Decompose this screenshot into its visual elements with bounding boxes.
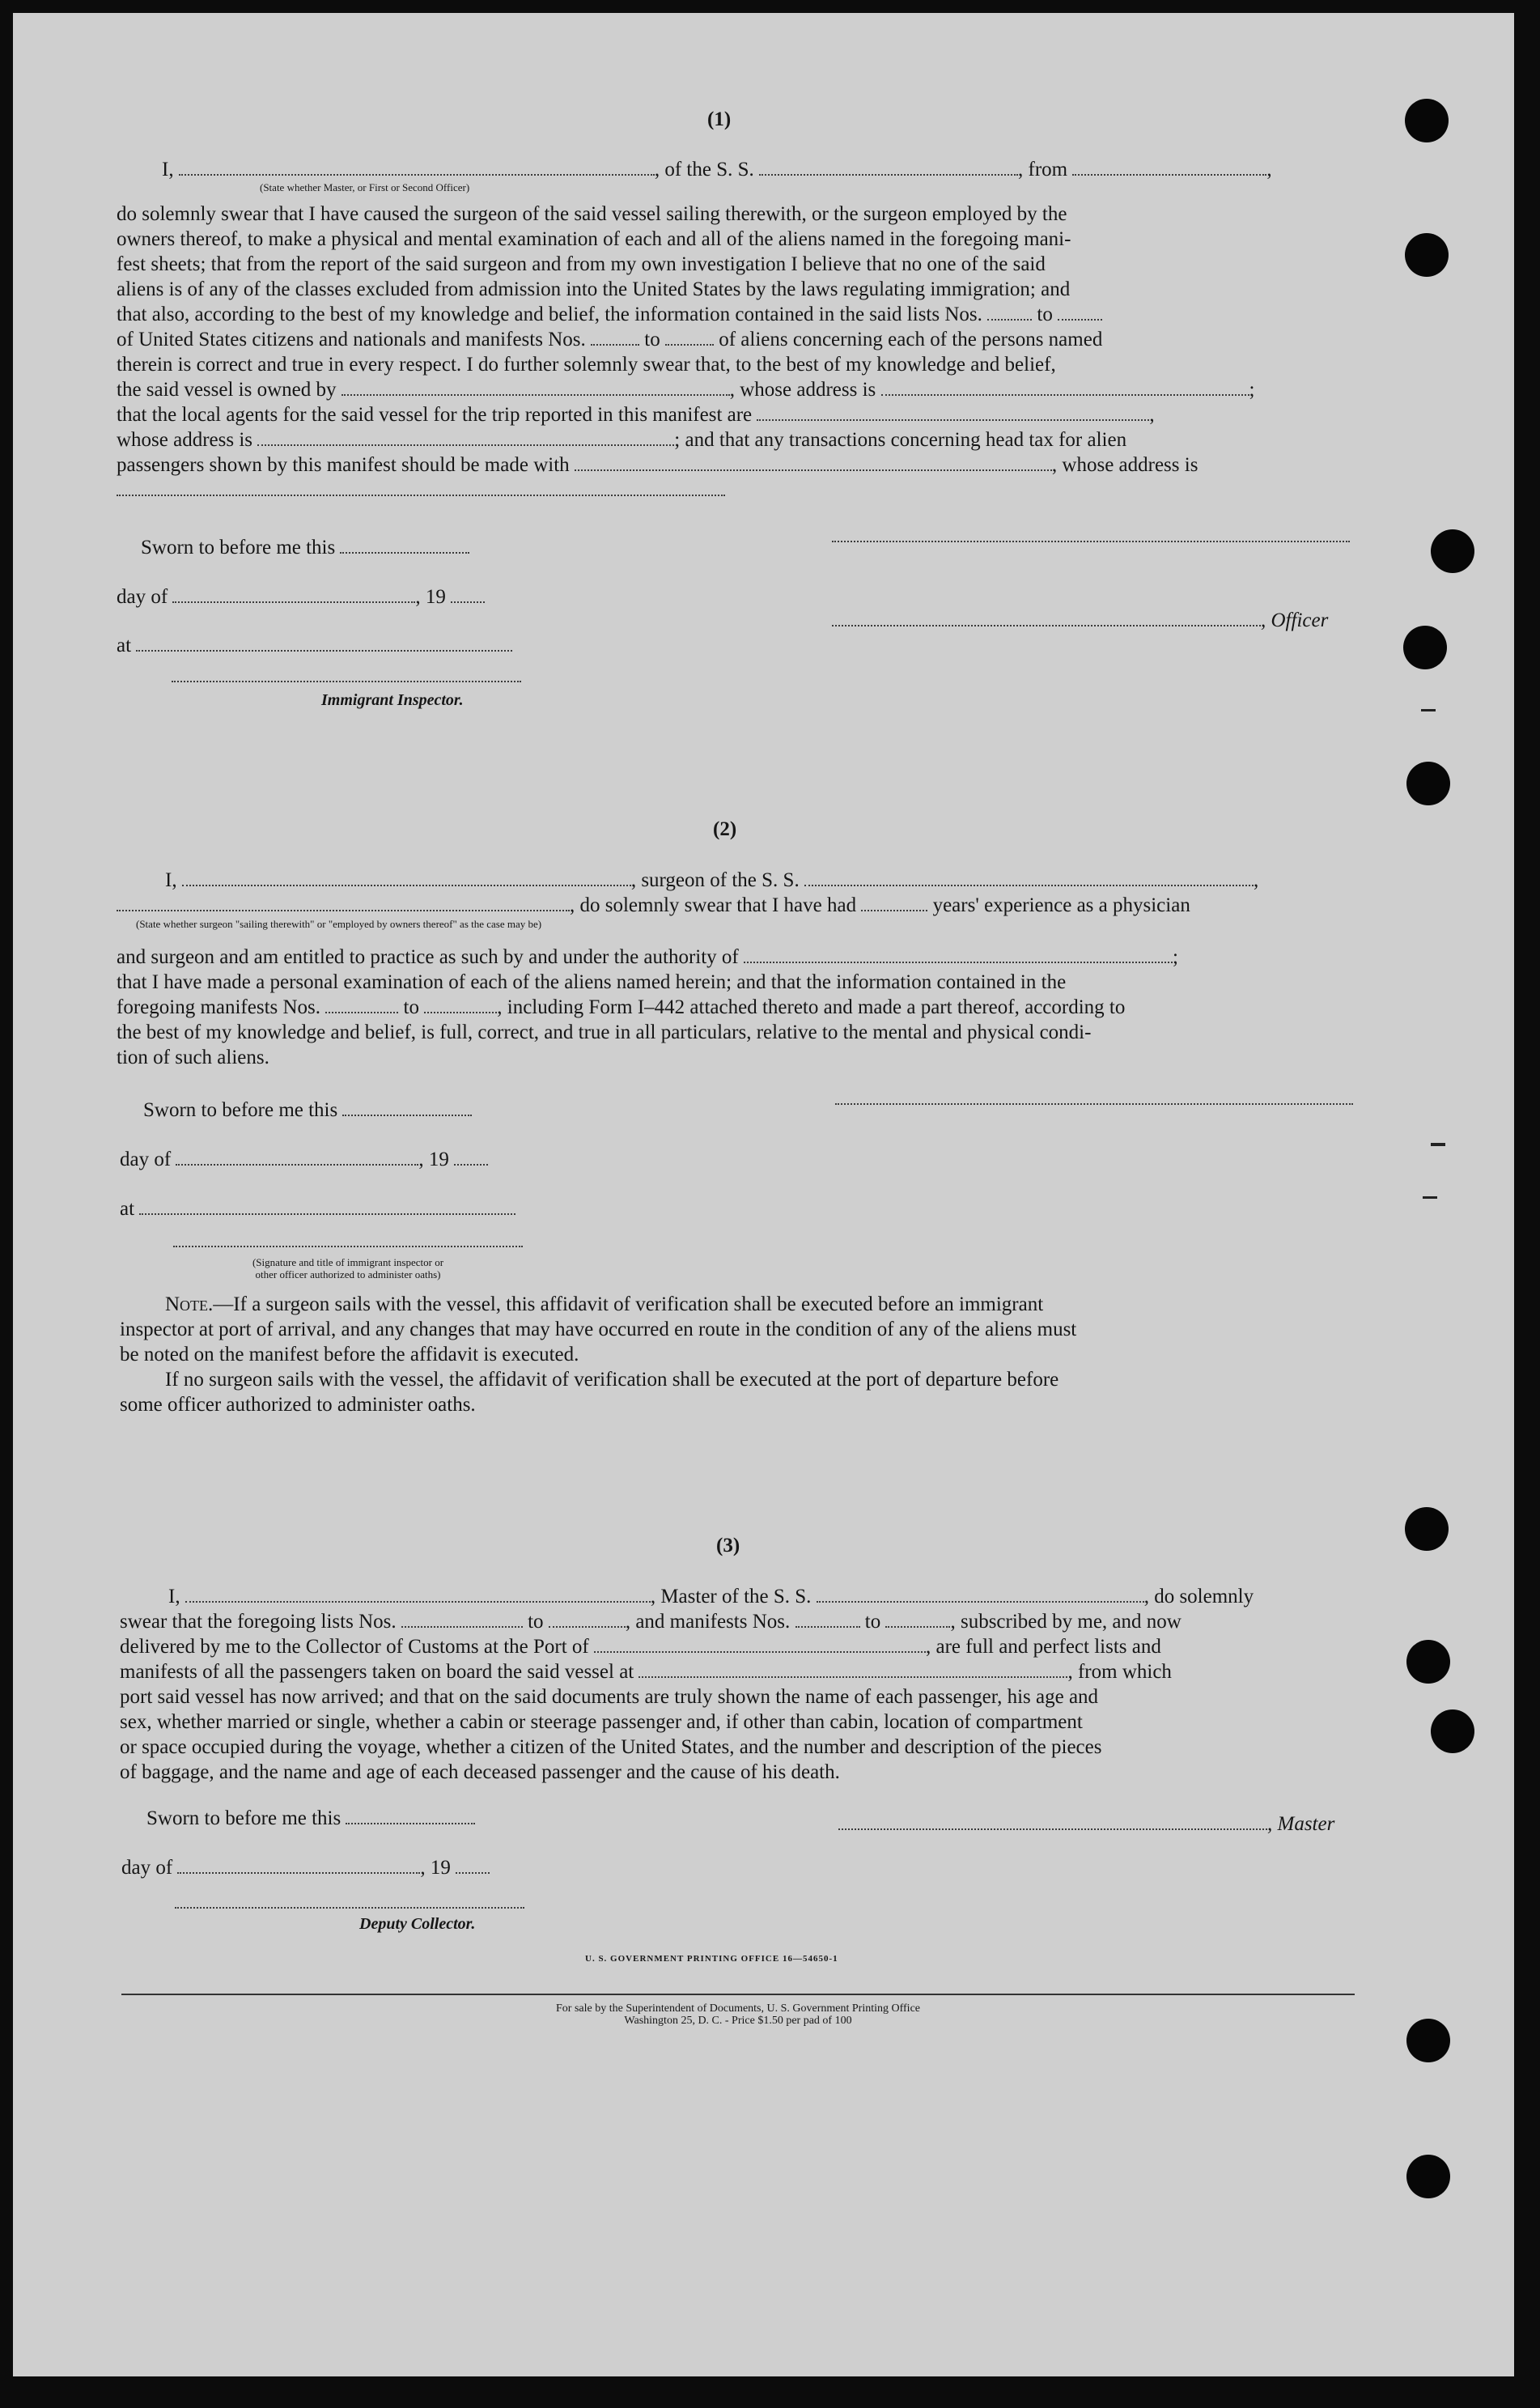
s1-comma: , <box>1266 159 1272 180</box>
s3-day-of-label: day of <box>121 1857 173 1879</box>
s1-text-line <box>117 402 1351 427</box>
s1-sworn-label: Sworn to before me this <box>141 537 336 558</box>
s1-list-from-field[interactable] <box>987 304 1032 321</box>
s3-line-1 <box>168 1584 1254 1609</box>
s1-l8a: the said vessel is owned by <box>117 379 337 401</box>
punch-hole <box>1405 233 1449 277</box>
s3-manifest-from-field[interactable] <box>795 1612 860 1628</box>
s2-sworn <box>143 1098 472 1123</box>
section-1-number: (1) <box>707 108 732 130</box>
s2-text-line: the best of my knowledge and belief, is full, correct, and true in all particulars, relative to the mental and physical condi- <box>117 1021 1092 1043</box>
gpo-imprint: U. S. GOVERNMENT PRINTING OFFICE 16—54650-1 <box>585 1954 838 1964</box>
s2-l5b: to <box>403 996 419 1018</box>
s3-l2e: , subscribed by me, and now <box>950 1611 1182 1633</box>
s2-month-field[interactable] <box>176 1149 418 1166</box>
punch-hole <box>1406 1640 1450 1684</box>
s1-text-line <box>117 452 1351 478</box>
punch-hole <box>1431 1709 1474 1753</box>
s1-from: , from <box>1018 159 1068 180</box>
s1-manifest-from-field[interactable] <box>591 329 639 346</box>
s1-text-line: owners thereof, to make a physical and mental examination of each and all of the aliens named in the foregoing mani- <box>117 228 1071 250</box>
s3-l3a: delivered by me to the Collector of Customs at the Port of <box>120 1636 589 1658</box>
s2-note-label: Note. <box>165 1293 214 1315</box>
s3-master-label: , Master <box>1267 1813 1335 1835</box>
s2-official-signature-line[interactable] <box>173 1246 523 1247</box>
s1-l10b: ; and that any transactions concerning head tax for alien <box>674 429 1127 451</box>
s2-manifest-from-field[interactable] <box>325 997 398 1013</box>
s1-inspector-label: Immigrant Inspector. <box>321 691 464 709</box>
s3-year-field[interactable] <box>456 1858 490 1874</box>
s1-text-line: aliens is of any of the classes excluded from admission into the United States by the laws regulating immigration; and <box>117 278 1071 300</box>
s1-l5b: to <box>1037 304 1053 325</box>
s1-l10a: whose address is <box>117 429 253 451</box>
s3-list-to-field[interactable] <box>549 1612 626 1628</box>
s3-text-line: or space occupied during the voyage, whether a citizen of the United States, and the number and description of the pieces <box>120 1736 1102 1758</box>
s1-text-line: therein is correct and true in every respect. I do further solemnly swear that, to the best of my knowledge and belief, <box>117 354 1056 376</box>
punch-hole <box>1431 529 1474 573</box>
s2-year-label: , 19 <box>418 1149 449 1170</box>
s2-signature-note <box>173 1256 523 1280</box>
s1-text-line <box>117 327 1351 352</box>
s2-text-line <box>117 995 1355 1020</box>
s1-list-to-field[interactable] <box>1058 304 1102 321</box>
s3-l4a: manifests of all the passengers taken on board the said vessel at <box>120 1661 634 1683</box>
footer-rule <box>121 1994 1355 1995</box>
s1-head-tax-field[interactable] <box>575 455 1052 471</box>
s2-paragraph <box>117 945 1355 1070</box>
s1-text-line: do solemnly swear that I have caused the surgeon of the said vessel sailing therewith, or the surgeon employed by the <box>117 203 1067 225</box>
footer-sale-line-1: For sale by the Superintendent of Documents, U. S. Government Printing Office <box>556 2002 920 2015</box>
s2-note-line: be noted on the manifest before the affidavit is executed. <box>120 1344 579 1365</box>
s1-year-label: , 19 <box>415 586 446 608</box>
s3-text-line <box>120 1609 1358 1634</box>
s1-l6a: of United States citizens and nationals and manifests Nos. <box>117 329 586 350</box>
s3-text-line: port said vessel has now arrived; and that on the said documents are truly shown the name of each passenger, his age and <box>120 1686 1099 1708</box>
s1-l11b: , whose address is <box>1051 454 1198 476</box>
punch-hole <box>1406 2155 1450 2198</box>
punch-hole <box>1405 1507 1449 1551</box>
s1-head-tax-address-field[interactable] <box>117 480 725 496</box>
s3-collector-line[interactable] <box>175 1907 524 1909</box>
s1-from-port-field[interactable] <box>1072 159 1266 176</box>
s1-sworn-day-field[interactable] <box>340 537 469 554</box>
s2-manifest-to-field[interactable] <box>424 997 497 1013</box>
s1-vessel-field[interactable] <box>759 159 1018 176</box>
s3-day-of <box>121 1855 490 1880</box>
s3-l2c: , and manifests Nos. <box>625 1611 791 1633</box>
s2-note-line <box>120 1292 1358 1317</box>
s3-sworn-day-field[interactable] <box>346 1808 475 1824</box>
section-3-number: (3) <box>716 1535 740 1556</box>
s1-at-label: at <box>117 635 132 656</box>
s1-l6c: of aliens concerning each of the persons named <box>719 329 1103 350</box>
s3-list-from-field[interactable] <box>401 1612 523 1628</box>
s1-year-field[interactable] <box>451 587 485 603</box>
s3-l2d: to <box>864 1611 881 1633</box>
s1-text-line <box>117 427 1351 452</box>
s3-l4b: , from which <box>1067 1661 1172 1683</box>
s2-i: I, <box>165 869 177 891</box>
s1-officer-rank-field[interactable] <box>179 159 655 176</box>
s3-text-line: of baggage, and the name and age of each deceased passenger and the cause of his death. <box>120 1761 840 1783</box>
s1-manifest-to-field[interactable] <box>665 329 714 346</box>
s2-text-line <box>117 945 1355 970</box>
s1-agents-address-field[interactable] <box>257 430 674 446</box>
s1-i: I, <box>162 159 174 180</box>
s2-at <box>120 1196 515 1221</box>
s2-line-2 <box>117 893 1190 918</box>
s3-solemnly: , do solemnly <box>1143 1586 1254 1607</box>
s1-paragraph <box>117 202 1351 503</box>
s3-master-name-field[interactable] <box>185 1586 651 1603</box>
s3-paragraph <box>120 1609 1358 1785</box>
s2-signature-line[interactable] <box>835 1103 1353 1105</box>
s2-surgeon-type-field[interactable] <box>117 895 570 911</box>
s2-years-field[interactable] <box>861 895 927 911</box>
s1-sworn <box>141 535 469 560</box>
punch-hole <box>1405 99 1449 142</box>
s3-text-line <box>120 1659 1358 1684</box>
s1-agents-field[interactable] <box>757 405 1149 421</box>
s1-l9b: , <box>1149 404 1155 426</box>
s3-l2b: to <box>528 1611 544 1633</box>
s2-text-line: that I have made a personal examination of each of the aliens named herein; and that the information contained in the <box>117 971 1067 993</box>
s3-sworn <box>146 1806 475 1831</box>
s1-text-line <box>117 377 1351 402</box>
s3-master-of: , Master of the S. S. <box>650 1586 812 1607</box>
s1-of-ss: , of the S. S. <box>654 159 754 180</box>
s2-l5a: foregoing manifests Nos. <box>117 996 321 1018</box>
s3-text-line: sex, whether married or single, whether a cabin or steerage passenger and, if other than cabin, location of compartment <box>120 1711 1083 1733</box>
s1-officer-field[interactable] <box>832 610 1261 626</box>
s2-type-note: (State whether surgeon "sailing therewith" or "employed by owners thereof" as the case may be) <box>136 918 542 930</box>
s1-day-of <box>117 584 485 609</box>
s2-sig-note-2: other officer authorized to administer oaths) <box>255 1268 441 1280</box>
punch-hole <box>1403 626 1447 669</box>
s1-at-field[interactable] <box>136 635 512 652</box>
s2-text-line: tion of such aliens. <box>117 1047 269 1068</box>
footer-sale-note <box>121 2002 1355 2027</box>
s1-l8b: , whose address is <box>729 379 876 401</box>
footer-sale-line-2: Washington 25, D. C. - Price $1.50 per pad of 100 <box>624 2015 852 2027</box>
s1-line-1 <box>162 157 1272 182</box>
s2-day-of <box>120 1147 488 1172</box>
s2-note <box>120 1292 1358 1417</box>
s3-l2a: swear that the foregoing lists Nos. <box>120 1611 397 1633</box>
s2-l3a: and surgeon and am entitled to practice as such by and under the authority of <box>117 946 739 968</box>
s2-authority-field[interactable] <box>744 947 1173 963</box>
s3-master-signature-field[interactable] <box>838 1814 1267 1830</box>
s2-at-label: at <box>120 1198 135 1220</box>
s2-day-of-label: day of <box>120 1149 172 1170</box>
s3-month-field[interactable] <box>177 1858 420 1874</box>
edge-mark <box>1421 709 1436 711</box>
s2-note-line: some officer authorized to administer oaths. <box>120 1394 476 1416</box>
s3-l3b: , are full and perfect lists and <box>926 1636 1161 1658</box>
s2-line-1 <box>165 868 1258 893</box>
s2-year-field[interactable] <box>454 1149 488 1166</box>
s1-rank-note: (State whether Master, or First or Second Officer) <box>260 181 470 193</box>
s1-day-of-label: day of <box>117 586 168 608</box>
s1-text-line: fest sheets; that from the report of the said surgeon and from my own investigation I believe that no one of the said <box>117 253 1046 275</box>
s3-port-field[interactable] <box>594 1637 926 1653</box>
s2-note-text: —If a surgeon sails with the vessel, this affidavit of verification shall be executed before an immigrant <box>213 1293 1044 1315</box>
s1-text-line <box>117 302 1351 327</box>
s3-manifest-to-field[interactable] <box>885 1612 950 1628</box>
s2-l3b: ; <box>1173 946 1178 968</box>
s1-text-line <box>117 478 1351 503</box>
s1-signature-line[interactable] <box>832 541 1350 542</box>
s2-at-field[interactable] <box>139 1199 515 1215</box>
s1-at <box>117 633 512 658</box>
s3-year-label: , 19 <box>420 1857 451 1879</box>
section-2-number: (2) <box>713 818 737 840</box>
s1-inspector-line[interactable] <box>172 681 521 682</box>
punch-hole <box>1406 762 1450 805</box>
s3-deputy-label: Deputy Collector. <box>359 1915 476 1933</box>
s2-vessel-field[interactable] <box>804 870 1254 886</box>
s3-master <box>838 1811 1334 1837</box>
s2-swear-a: , do solemnly swear that I have had <box>570 894 857 916</box>
s3-i: I, <box>168 1586 180 1607</box>
s3-sworn-label: Sworn to before me this <box>146 1807 342 1829</box>
s2-surgeon-name-field[interactable] <box>182 870 631 886</box>
s1-owner-address-field[interactable] <box>881 380 1249 396</box>
s2-l5c: , including Form I–442 attached thereto and made a part thereof, according to <box>497 996 1126 1018</box>
form-page <box>13 13 1514 2376</box>
s2-swear-b: years' experience as a physician <box>932 894 1190 916</box>
punch-hole <box>1406 2019 1450 2062</box>
s2-sworn-day-field[interactable] <box>342 1100 472 1116</box>
edge-mark <box>1431 1143 1445 1146</box>
s1-officer <box>832 608 1328 633</box>
s1-owner-field[interactable] <box>342 380 730 396</box>
s2-comma: , <box>1253 869 1259 891</box>
s1-officer-label: , Officer <box>1261 609 1329 631</box>
s1-month-field[interactable] <box>172 587 415 603</box>
s3-text-line <box>120 1634 1358 1659</box>
s2-sig-note-1: (Signature and title of immigrant inspector or <box>252 1256 444 1268</box>
s3-vessel-field[interactable] <box>817 1586 1144 1603</box>
s2-surgeon-of: , surgeon of the S. S. <box>630 869 800 891</box>
s1-l8c: ; <box>1249 379 1255 401</box>
s2-note-line: If no surgeon sails with the vessel, the affidavit of verification shall be executed at the port of departure before <box>165 1369 1059 1391</box>
s3-departure-port-field[interactable] <box>638 1662 1067 1678</box>
s2-sworn-label: Sworn to before me this <box>143 1099 338 1121</box>
s1-l11a: passengers shown by this manifest should be made with <box>117 454 570 476</box>
s1-l9a: that the local agents for the said vessel for the trip reported in this manifest are <box>117 404 753 426</box>
edge-mark <box>1423 1196 1437 1199</box>
s2-note-line: inspector at port of arrival, and any changes that may have occurred en route in the condition of any of the aliens must <box>120 1319 1077 1340</box>
s1-l5a: that also, according to the best of my knowledge and belief, the information contained in the said lists Nos. <box>117 304 982 325</box>
s1-l6b: to <box>644 329 660 350</box>
